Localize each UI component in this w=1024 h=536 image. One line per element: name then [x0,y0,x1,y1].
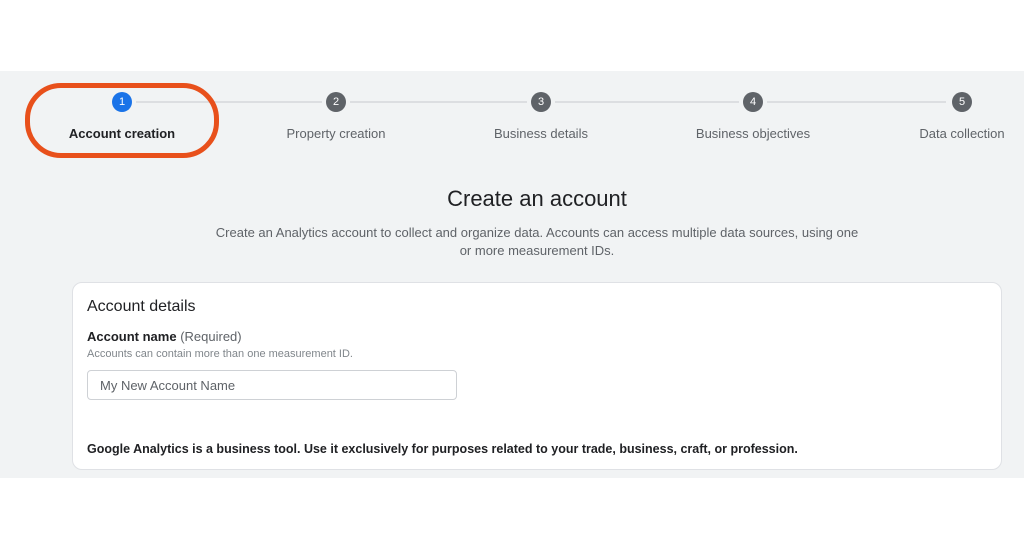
account-name-label: Account name [87,329,177,344]
account-name-help-text: Accounts can contain more than one measurement ID. [87,348,353,360]
step-number-badge: 4 [743,92,763,112]
account-details-card [72,282,1002,470]
step-label: Business details [494,126,588,141]
stepper-step-business-details[interactable] [456,92,626,141]
page-title: Create an account [447,186,627,211]
stepper-step-data-collection[interactable] [877,92,1024,141]
stepper-step-property-creation[interactable] [251,92,421,141]
stepper-step-account-creation[interactable] [37,92,207,141]
stepper-step-business-objectives[interactable] [668,92,838,141]
step-number-badge: 3 [531,92,551,112]
step-number-badge: 1 [112,92,132,112]
step-number-badge: 2 [326,92,346,112]
business-tool-notice: Google Analytics is a business tool. Use it exclusively for purposes related to your trade, business, craft, or profession. [87,442,798,456]
step-label: Account creation [68,126,176,141]
step-label: Data collection [919,126,1005,141]
page-subtitle [72,224,1002,259]
step-label: Business objectives [695,126,811,141]
step-label: Property creation [286,126,386,141]
page-subtitle-text: Create an Analytics account to collect and organize data. Accounts can access multiple data sources, using one or more measurement IDs. [215,225,859,258]
account-name-input[interactable] [87,370,457,400]
card-title: Account details [87,298,196,315]
account-name-label-row [87,329,242,344]
step-number-badge: 5 [952,92,972,112]
required-indicator-text: (Required) [180,329,242,344]
